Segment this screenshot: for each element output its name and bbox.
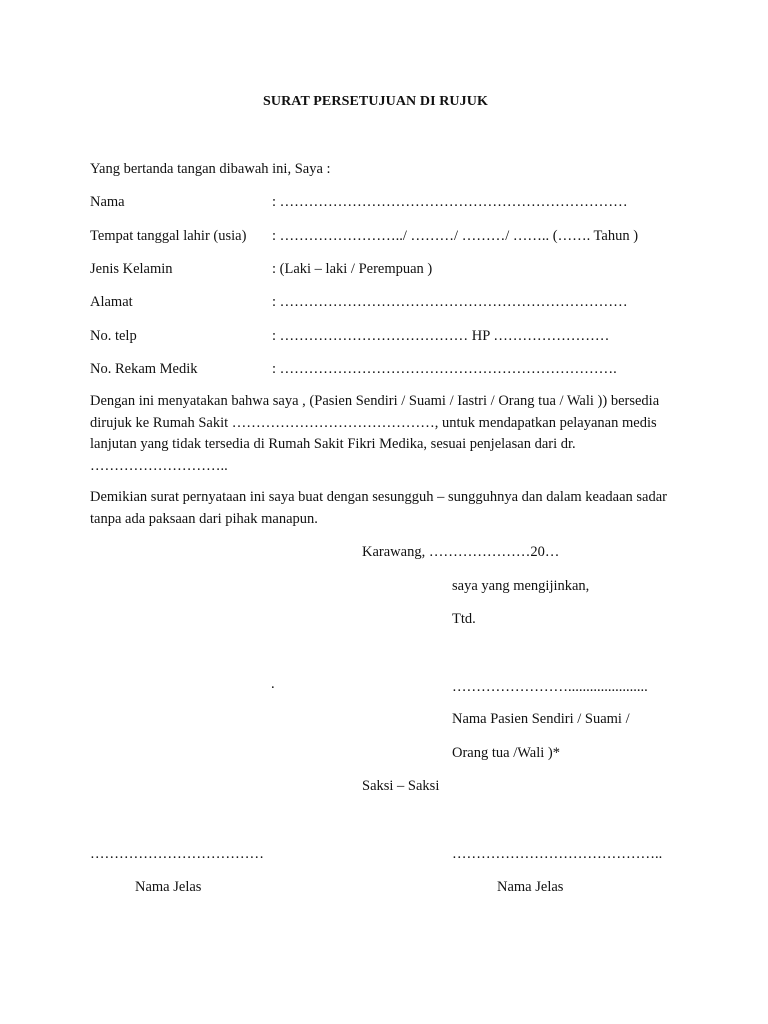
witness-right-line: …………………………………….. — [452, 846, 663, 862]
declaration-paragraph: Demikian surat pernyataan ini saya buat dengan sesungguh – sungguhnya dan dalam keadaan sadar tanpa ada paksaan dari pihak manapun. — [90, 489, 667, 527]
witness-title: Saksi – Saksi — [362, 778, 440, 794]
field-label-address: Alamat — [90, 294, 133, 310]
field-label-gender: Jenis Kelamin — [90, 261, 173, 277]
left-dot: . — [271, 676, 275, 692]
field-value-birth: : ……………………../ ………/ ………/ …….. (……. Tahun ) — [272, 228, 639, 244]
place-date: Karawang, …………………20… — [362, 544, 560, 560]
statement-paragraph: Dengan ini menyatakan bahwa saya , (Pasien Sendiri / Suami / Iastri / Orang tua / Wali )) bersedia dirujuk ke Rumah Sakit ……………………………………, untuk mendapatkan pelayanan medis lanjutan yang tidak tersedia di Rumah Sakit Fikri Medika, sesuai penjelasan dari dr. ……………………….. — [90, 393, 660, 474]
witness-left-name: Nama Jelas — [135, 879, 202, 895]
field-label-phone: No. telp — [90, 328, 137, 344]
field-value-gender: : (Laki – laki / Perempuan ) — [272, 261, 433, 277]
document-title: SURAT PERSETUJUAN DI RUJUK — [263, 94, 488, 109]
field-value-nama: : ……………………………………………………………… — [272, 194, 628, 210]
field-value-phone: : ………………………………… HP …………………… — [272, 328, 610, 344]
field-value-address: : ……………………………………………………………… — [272, 294, 628, 310]
witness-left-line: ……………………………… — [90, 846, 264, 862]
ttd-text: Ttd. — [452, 611, 476, 627]
consent-text: saya yang mengijinkan, — [452, 578, 590, 594]
field-value-medical-record: : ……………………………………………………………. — [272, 361, 617, 377]
field-label-nama: Nama — [90, 194, 125, 210]
field-label-medical-record: No. Rekam Medik — [90, 361, 198, 377]
signer-name-line1: Nama Pasien Sendiri / Suami / — [452, 711, 630, 727]
field-label-birth: Tempat tanggal lahir (usia) — [90, 228, 247, 244]
intro-text: Yang bertanda tangan dibawah ini, Saya : — [90, 161, 331, 177]
signature-line: ……………………...................... — [452, 679, 648, 695]
signer-name-line2: Orang tua /Wali )* — [452, 745, 560, 761]
witness-right-name: Nama Jelas — [497, 879, 564, 895]
